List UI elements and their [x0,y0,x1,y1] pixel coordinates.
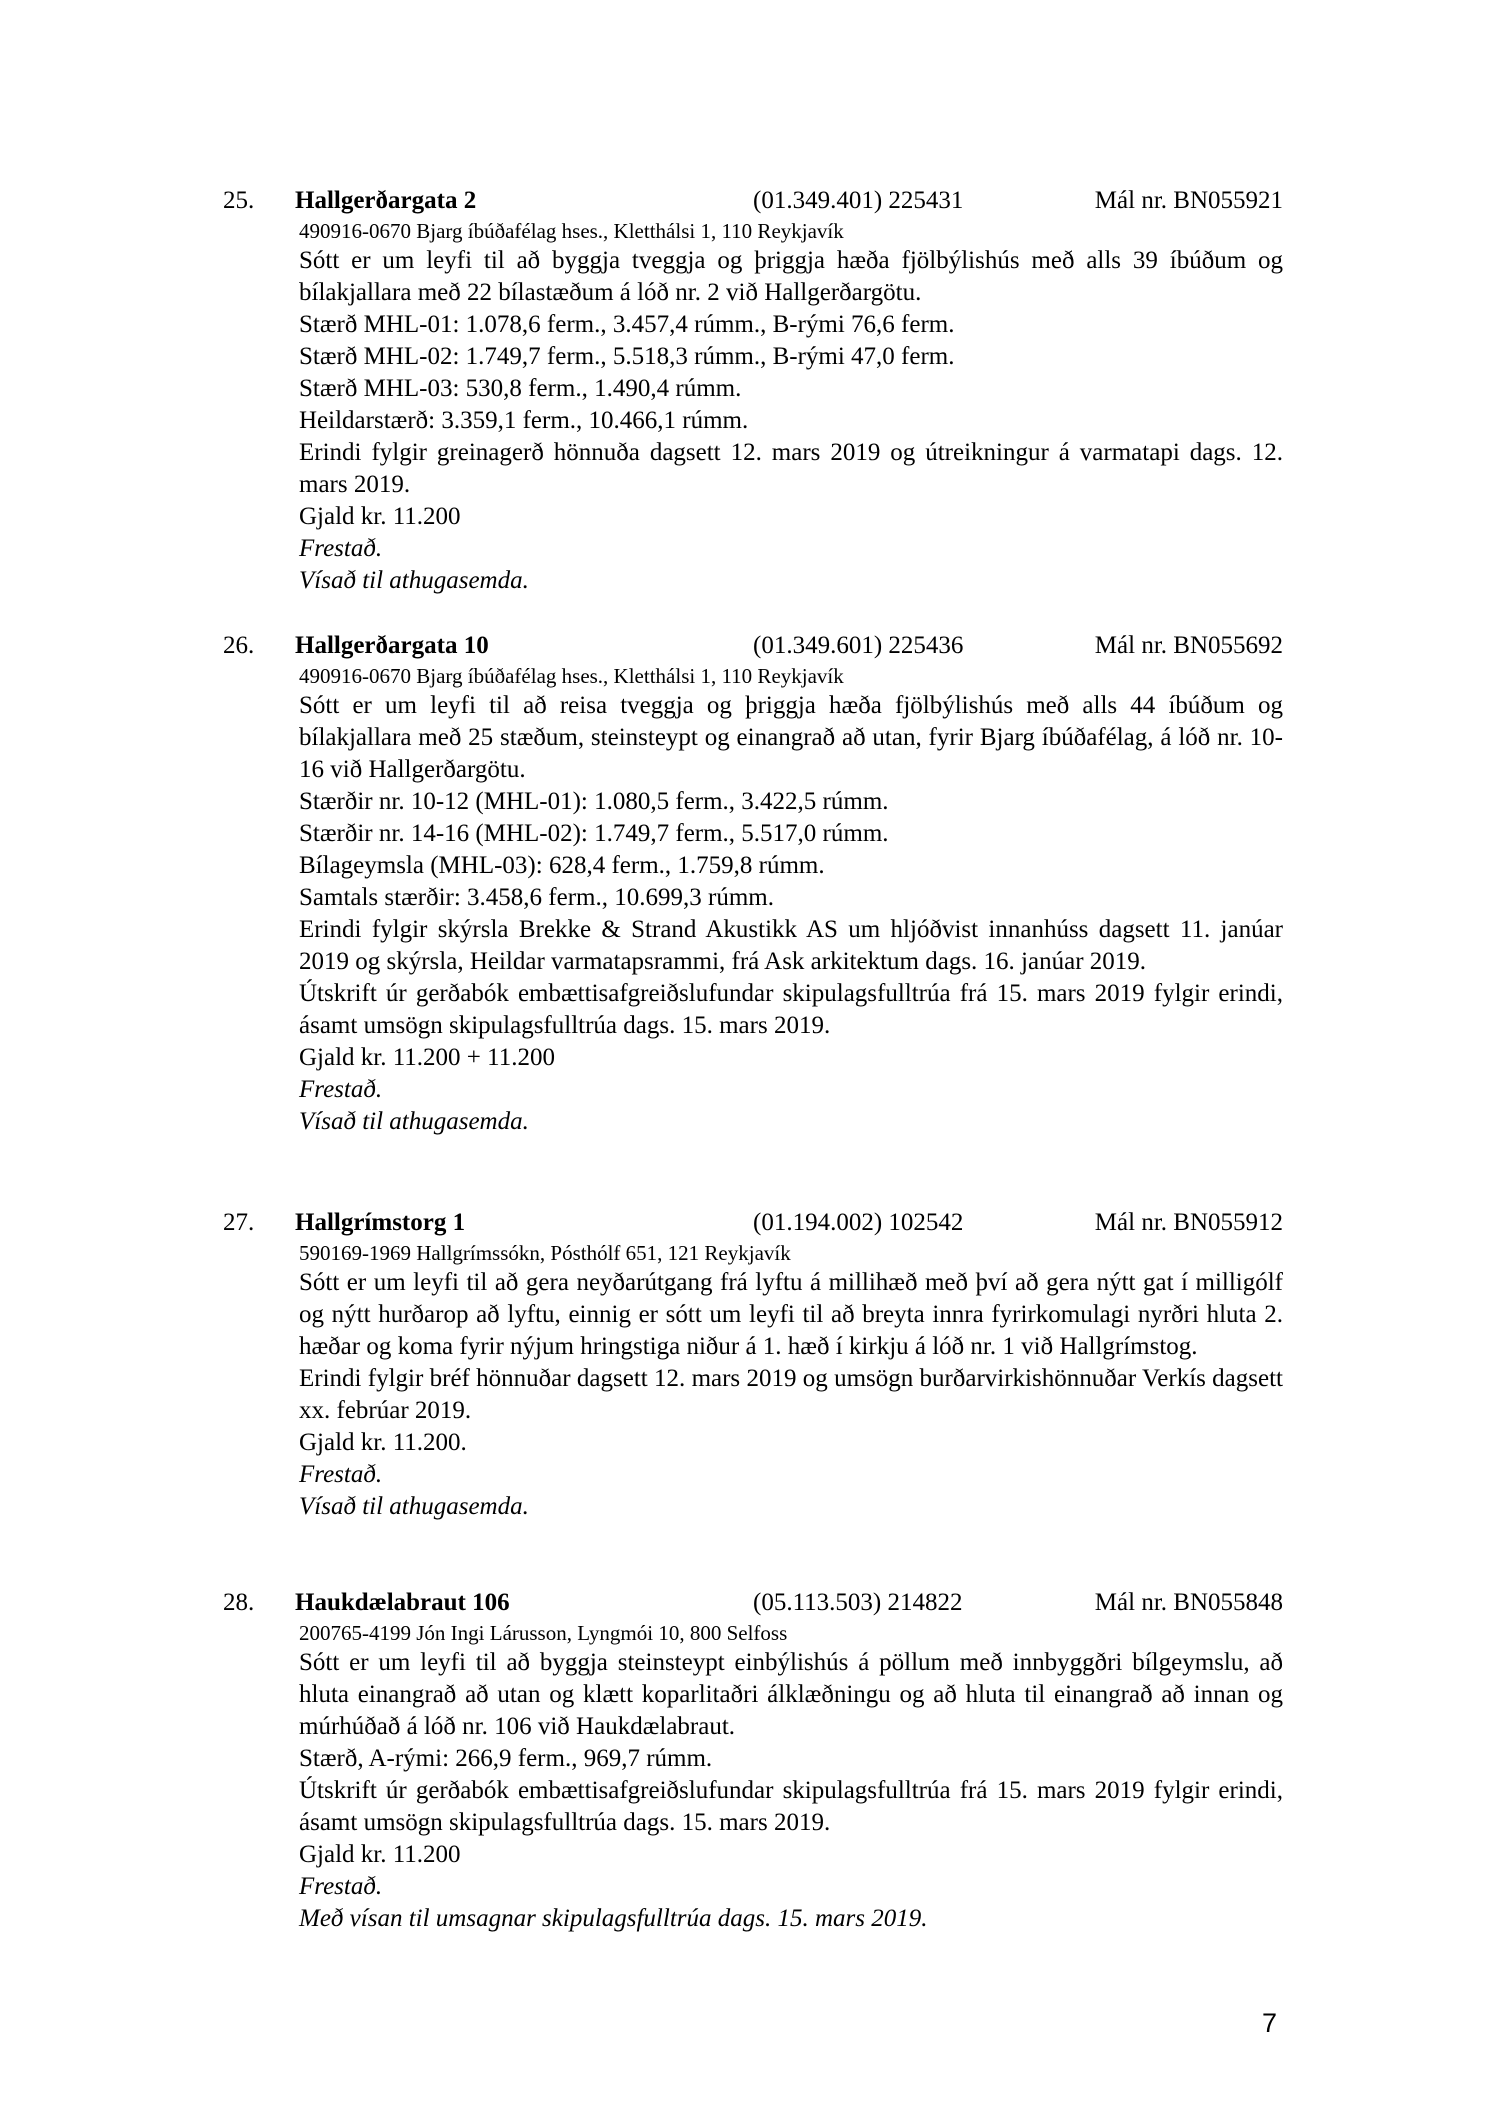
fee: Gjald kr. 11.200 [299,1841,461,1868]
size-line: Heildarstærð: 3.359,1 ferm., 10.466,1 rúmm. [299,407,749,434]
size-line: Stærðir nr. 14-16 (MHL-02): 1.749,7 ferm., 5.517,0 rúmm. [299,820,889,847]
status: Frestað. [299,1076,383,1103]
agenda-item-26 [223,628,1283,1138]
description: Sótt er um leyfi til að byggja tveggja og þriggja hæða fjölbýlishús með alls 39 íbúðum og bílakjallara með 22 bílastæðum á lóð nr. 2 við Hallgerðargötu. [299,247,1283,306]
status: Frestað. [299,1873,383,1900]
item-number: 28. [223,1589,255,1616]
item-number: 27. [223,1209,255,1236]
applicant: 590169-1969 Hallgrímssókn, Pósthólf 651, 121 Reykjavík [299,1241,791,1265]
description: Sótt er um leyfi til að reisa tveggja og þriggja hæða fjölbýlishús með alls 44 íbúðum og bílakjallara með 25 stæðum, steinsteypt og einangrað að utan, fyrir Bjarg íbúðafélag, á lóð nr. 10-16 við Hallgerðargötu. [299,692,1283,783]
property-code: (01.349.401) 225431 [753,187,964,214]
description: Sótt er um leyfi til að byggja steinsteypt einbýlishús á pöllum með innbyggðri bílgeymslu, að hluta einangrað að utan og klætt koparlitaðri álklæðningu og að hluta til einangrað að innan og múrhúðað á lóð nr. 106 við Haukdælabraut. [299,1649,1283,1740]
item-title: Hallgerðargata 10 [295,632,489,659]
item-number: 25. [223,187,255,214]
agenda-item-25 [223,183,1283,597]
case-number: Mál nr. BN055921 [1094,187,1283,214]
applicant: 200765-4199 Jón Ingi Lárusson, Lyngmói 10, 800 Selfoss [299,1621,788,1645]
agenda-item-28 [223,1585,1283,1935]
size-line: Stærðir nr. 10-12 (MHL-01): 1.080,5 ferm., 3.422,5 rúmm. [299,788,889,815]
fee: Gjald kr. 11.200 [299,503,461,530]
fee: Gjald kr. 11.200. [299,1429,467,1456]
note: Með vísan til umsagnar skipulagsfulltrúa dags. 15. mars 2019. [299,1905,928,1932]
property-code: (01.194.002) 102542 [753,1209,964,1236]
item-header [223,183,1283,218]
property-code: (01.349.601) 225436 [753,632,964,659]
item-body [299,218,1283,597]
minutes-extract: Útskrift úr gerðabók embættisafgreiðslufundar skipulagsfulltrúa frá 15. mars 2019 fylgir erindi, ásamt umsögn skipulagsfulltrúa dags. 15. mars 2019. [299,1777,1283,1836]
note: Vísað til athugasemda. [299,567,529,594]
case-number: Mál nr. BN055692 [1094,632,1283,659]
applicant: 490916-0670 Bjarg íbúðafélag hses., Kletthálsi 1, 110 Reykjavík [299,219,844,243]
description: Sótt er um leyfi til að gera neyðarútgang frá lyftu á millihæð með því að gera nýtt gat í milligólf og nýtt hurðarop að lyftu, einnig er sótt um leyfi til að breyta innra fyrirkomulagi nyrðri hluta 2. hæðar og koma fyrir nýjum hringstiga niður á 1. hæð í kirkju á lóð nr. 1 við Hallgrímstog. [299,1269,1283,1360]
attachments: Erindi fylgir bréf hönnuðar dagsett 12. mars 2019 og umsögn burðarvirkishönnuðar Verkís dagsett xx. febrúar 2019. [299,1365,1283,1424]
minutes-extract: Útskrift úr gerðabók embættisafgreiðslufundar skipulagsfulltrúa frá 15. mars 2019 fylgir erindi, ásamt umsögn skipulagsfulltrúa dags. 15. mars 2019. [299,980,1283,1039]
size-line: Stærð MHL-02: 1.749,7 ferm., 5.518,3 rúmm., B-rými 47,0 ferm. [299,343,955,370]
note: Vísað til athugasemda. [299,1493,529,1520]
item-header [223,1205,1283,1240]
status: Frestað. [299,535,383,562]
item-body [299,1620,1283,1935]
item-title: Hallgerðargata 2 [295,187,477,214]
item-header [223,1585,1283,1620]
item-title: Haukdælabraut 106 [295,1589,510,1616]
size-line: Samtals stærðir: 3.458,6 ferm., 10.699,3 rúmm. [299,884,774,911]
size-line: Stærð MHL-03: 530,8 ferm., 1.490,4 rúmm. [299,375,742,402]
case-number: Mál nr. BN055912 [1094,1209,1283,1236]
property-code: (05.113.503) 214822 [753,1589,963,1616]
fee: Gjald kr. 11.200 + 11.200 [299,1044,555,1071]
item-body [299,1240,1283,1523]
size-line: Stærð MHL-01: 1.078,6 ferm., 3.457,4 rúmm., B-rými 76,6 ferm. [299,311,955,338]
attachments: Erindi fylgir greinagerð hönnuða dagsett 12. mars 2019 og útreikningur á varmatapi dags. 12. mars 2019. [299,439,1283,498]
item-title: Hallgrímstorg 1 [295,1209,466,1236]
note: Vísað til athugasemda. [299,1108,529,1135]
agenda-item-27 [223,1205,1283,1523]
item-body [299,663,1283,1138]
item-header [223,628,1283,663]
page-number: 7 [1262,2008,1278,2038]
item-number: 26. [223,632,255,659]
attachments: Erindi fylgir skýrsla Brekke & Strand Akustikk AS um hljóðvist innanhúss dagsett 11. janúar 2019 og skýrsla, Heildar varmatapsrammi, frá Ask arkitektum dags. 16. janúar 2019. [299,916,1283,975]
status: Frestað. [299,1461,383,1488]
size-line: Bílageymsla (MHL-03): 628,4 ferm., 1.759,8 rúmm. [299,852,825,879]
case-number: Mál nr. BN055848 [1094,1589,1283,1616]
size-line: Stærð, A-rými: 266,9 ferm., 969,7 rúmm. [299,1745,713,1772]
applicant: 490916-0670 Bjarg íbúðafélag hses., Kletthálsi 1, 110 Reykjavík [299,664,844,688]
